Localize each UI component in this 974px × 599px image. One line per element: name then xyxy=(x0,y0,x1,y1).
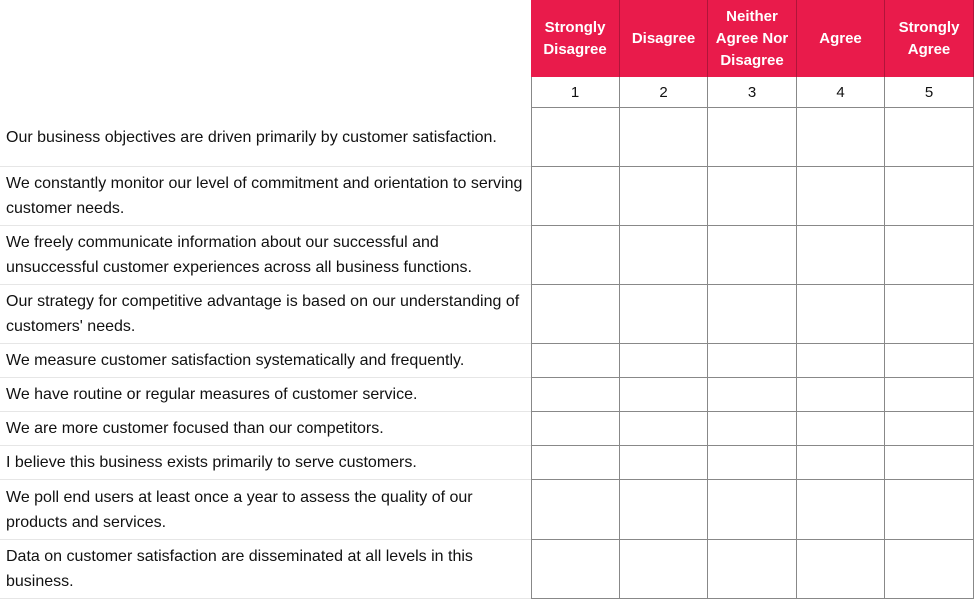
rating-cell-5[interactable] xyxy=(885,226,974,285)
rating-cell-3[interactable] xyxy=(708,480,797,540)
statement-row xyxy=(0,108,531,167)
scale-value-3: 3 xyxy=(708,77,797,108)
divider xyxy=(531,77,532,599)
rating-cell-5[interactable] xyxy=(885,446,974,480)
rating-cell-3[interactable] xyxy=(708,412,797,446)
rating-cell-3[interactable] xyxy=(708,446,797,480)
rating-cell-3[interactable] xyxy=(708,540,797,599)
statement-row xyxy=(0,226,531,285)
rating-cell-3[interactable] xyxy=(708,108,797,167)
rating-cell-3[interactable] xyxy=(708,378,797,412)
scale-header-5: Strongly Agree xyxy=(885,0,974,77)
rating-cell-1[interactable] xyxy=(531,540,620,599)
rating-cell-2[interactable] xyxy=(620,167,708,226)
statement-text: Our business objectives are driven primarily by customer satisfaction. xyxy=(6,128,497,146)
rating-cell-5[interactable] xyxy=(885,108,974,167)
statement-row xyxy=(0,344,531,378)
rating-cell-4[interactable] xyxy=(797,540,885,599)
statement-text: We constantly monitor our level of commitment and orientation to serving customer needs. xyxy=(6,175,523,217)
rating-cell-2[interactable] xyxy=(620,540,708,599)
statement-row xyxy=(0,446,531,480)
rating-cell-2[interactable] xyxy=(620,480,708,540)
statement-text: Data on customer satisfaction are disseminated at all levels in this business. xyxy=(6,548,473,590)
rating-cell-1[interactable] xyxy=(531,446,620,480)
statement-row xyxy=(0,412,531,446)
rating-cell-5[interactable] xyxy=(885,480,974,540)
statement-row xyxy=(0,480,531,540)
rating-cell-3[interactable] xyxy=(708,285,797,344)
rating-cell-4[interactable] xyxy=(797,226,885,285)
statement-row xyxy=(0,285,531,344)
rating-cell-4[interactable] xyxy=(797,167,885,226)
scale-header-4: Agree xyxy=(797,0,885,77)
rating-cell-2[interactable] xyxy=(620,412,708,446)
rating-cell-2[interactable] xyxy=(620,108,708,167)
rating-cell-1[interactable] xyxy=(531,226,620,285)
scale-value-2: 2 xyxy=(620,77,708,108)
scale-header-3: Neither Agree Nor Disagree xyxy=(708,0,797,77)
rating-cell-4[interactable] xyxy=(797,108,885,167)
scale-header-1: Strongly Disagree xyxy=(531,0,620,77)
rating-cell-4[interactable] xyxy=(797,412,885,446)
statement-row xyxy=(0,167,531,226)
statement-row xyxy=(0,378,531,412)
statement-text: We poll end users at least once a year to assess the quality of our products and services. xyxy=(6,488,473,531)
statement-text: We are more customer focused than our competitors. xyxy=(6,420,384,437)
rating-cell-2[interactable] xyxy=(620,226,708,285)
rating-cell-5[interactable] xyxy=(885,167,974,226)
rating-cell-5[interactable] xyxy=(885,378,974,412)
rating-cell-1[interactable] xyxy=(531,167,620,226)
rating-cell-1[interactable] xyxy=(531,378,620,412)
rating-cell-1[interactable] xyxy=(531,344,620,378)
scale-value-4: 4 xyxy=(797,77,885,108)
statement-text: I believe this business exists primarily to serve customers. xyxy=(6,454,417,471)
rating-cell-4[interactable] xyxy=(797,344,885,378)
rating-cell-2[interactable] xyxy=(620,344,708,378)
rating-cell-2[interactable] xyxy=(620,378,708,412)
rating-cell-2[interactable] xyxy=(620,446,708,480)
rating-cell-2[interactable] xyxy=(620,285,708,344)
scale-header-2: Disagree xyxy=(620,0,708,77)
rating-cell-5[interactable] xyxy=(885,285,974,344)
statement-text: We have routine or regular measures of customer service. xyxy=(6,386,418,403)
statement-text: We freely communicate information about our successful and unsuccessful customer experiences across all business functions. xyxy=(6,234,472,276)
statement-row xyxy=(0,540,531,599)
rating-cell-5[interactable] xyxy=(885,344,974,378)
statement-text: We measure customer satisfaction systematically and frequently. xyxy=(6,352,465,369)
rating-cell-4[interactable] xyxy=(797,378,885,412)
scale-value-5: 5 xyxy=(885,77,974,108)
rating-cell-1[interactable] xyxy=(531,480,620,540)
rating-cell-1[interactable] xyxy=(531,108,620,167)
scale-value-1: 1 xyxy=(531,77,620,108)
rating-cell-5[interactable] xyxy=(885,540,974,599)
rating-cell-3[interactable] xyxy=(708,167,797,226)
statement-text: Our strategy for competitive advantage is based on our understanding of customers' needs. xyxy=(6,293,520,335)
rating-cell-4[interactable] xyxy=(797,285,885,344)
rating-cell-3[interactable] xyxy=(708,226,797,285)
rating-cell-1[interactable] xyxy=(531,285,620,344)
rating-cell-1[interactable] xyxy=(531,412,620,446)
rating-cell-3[interactable] xyxy=(708,344,797,378)
rating-cell-5[interactable] xyxy=(885,412,974,446)
rating-cell-4[interactable] xyxy=(797,480,885,540)
rating-cell-4[interactable] xyxy=(797,446,885,480)
